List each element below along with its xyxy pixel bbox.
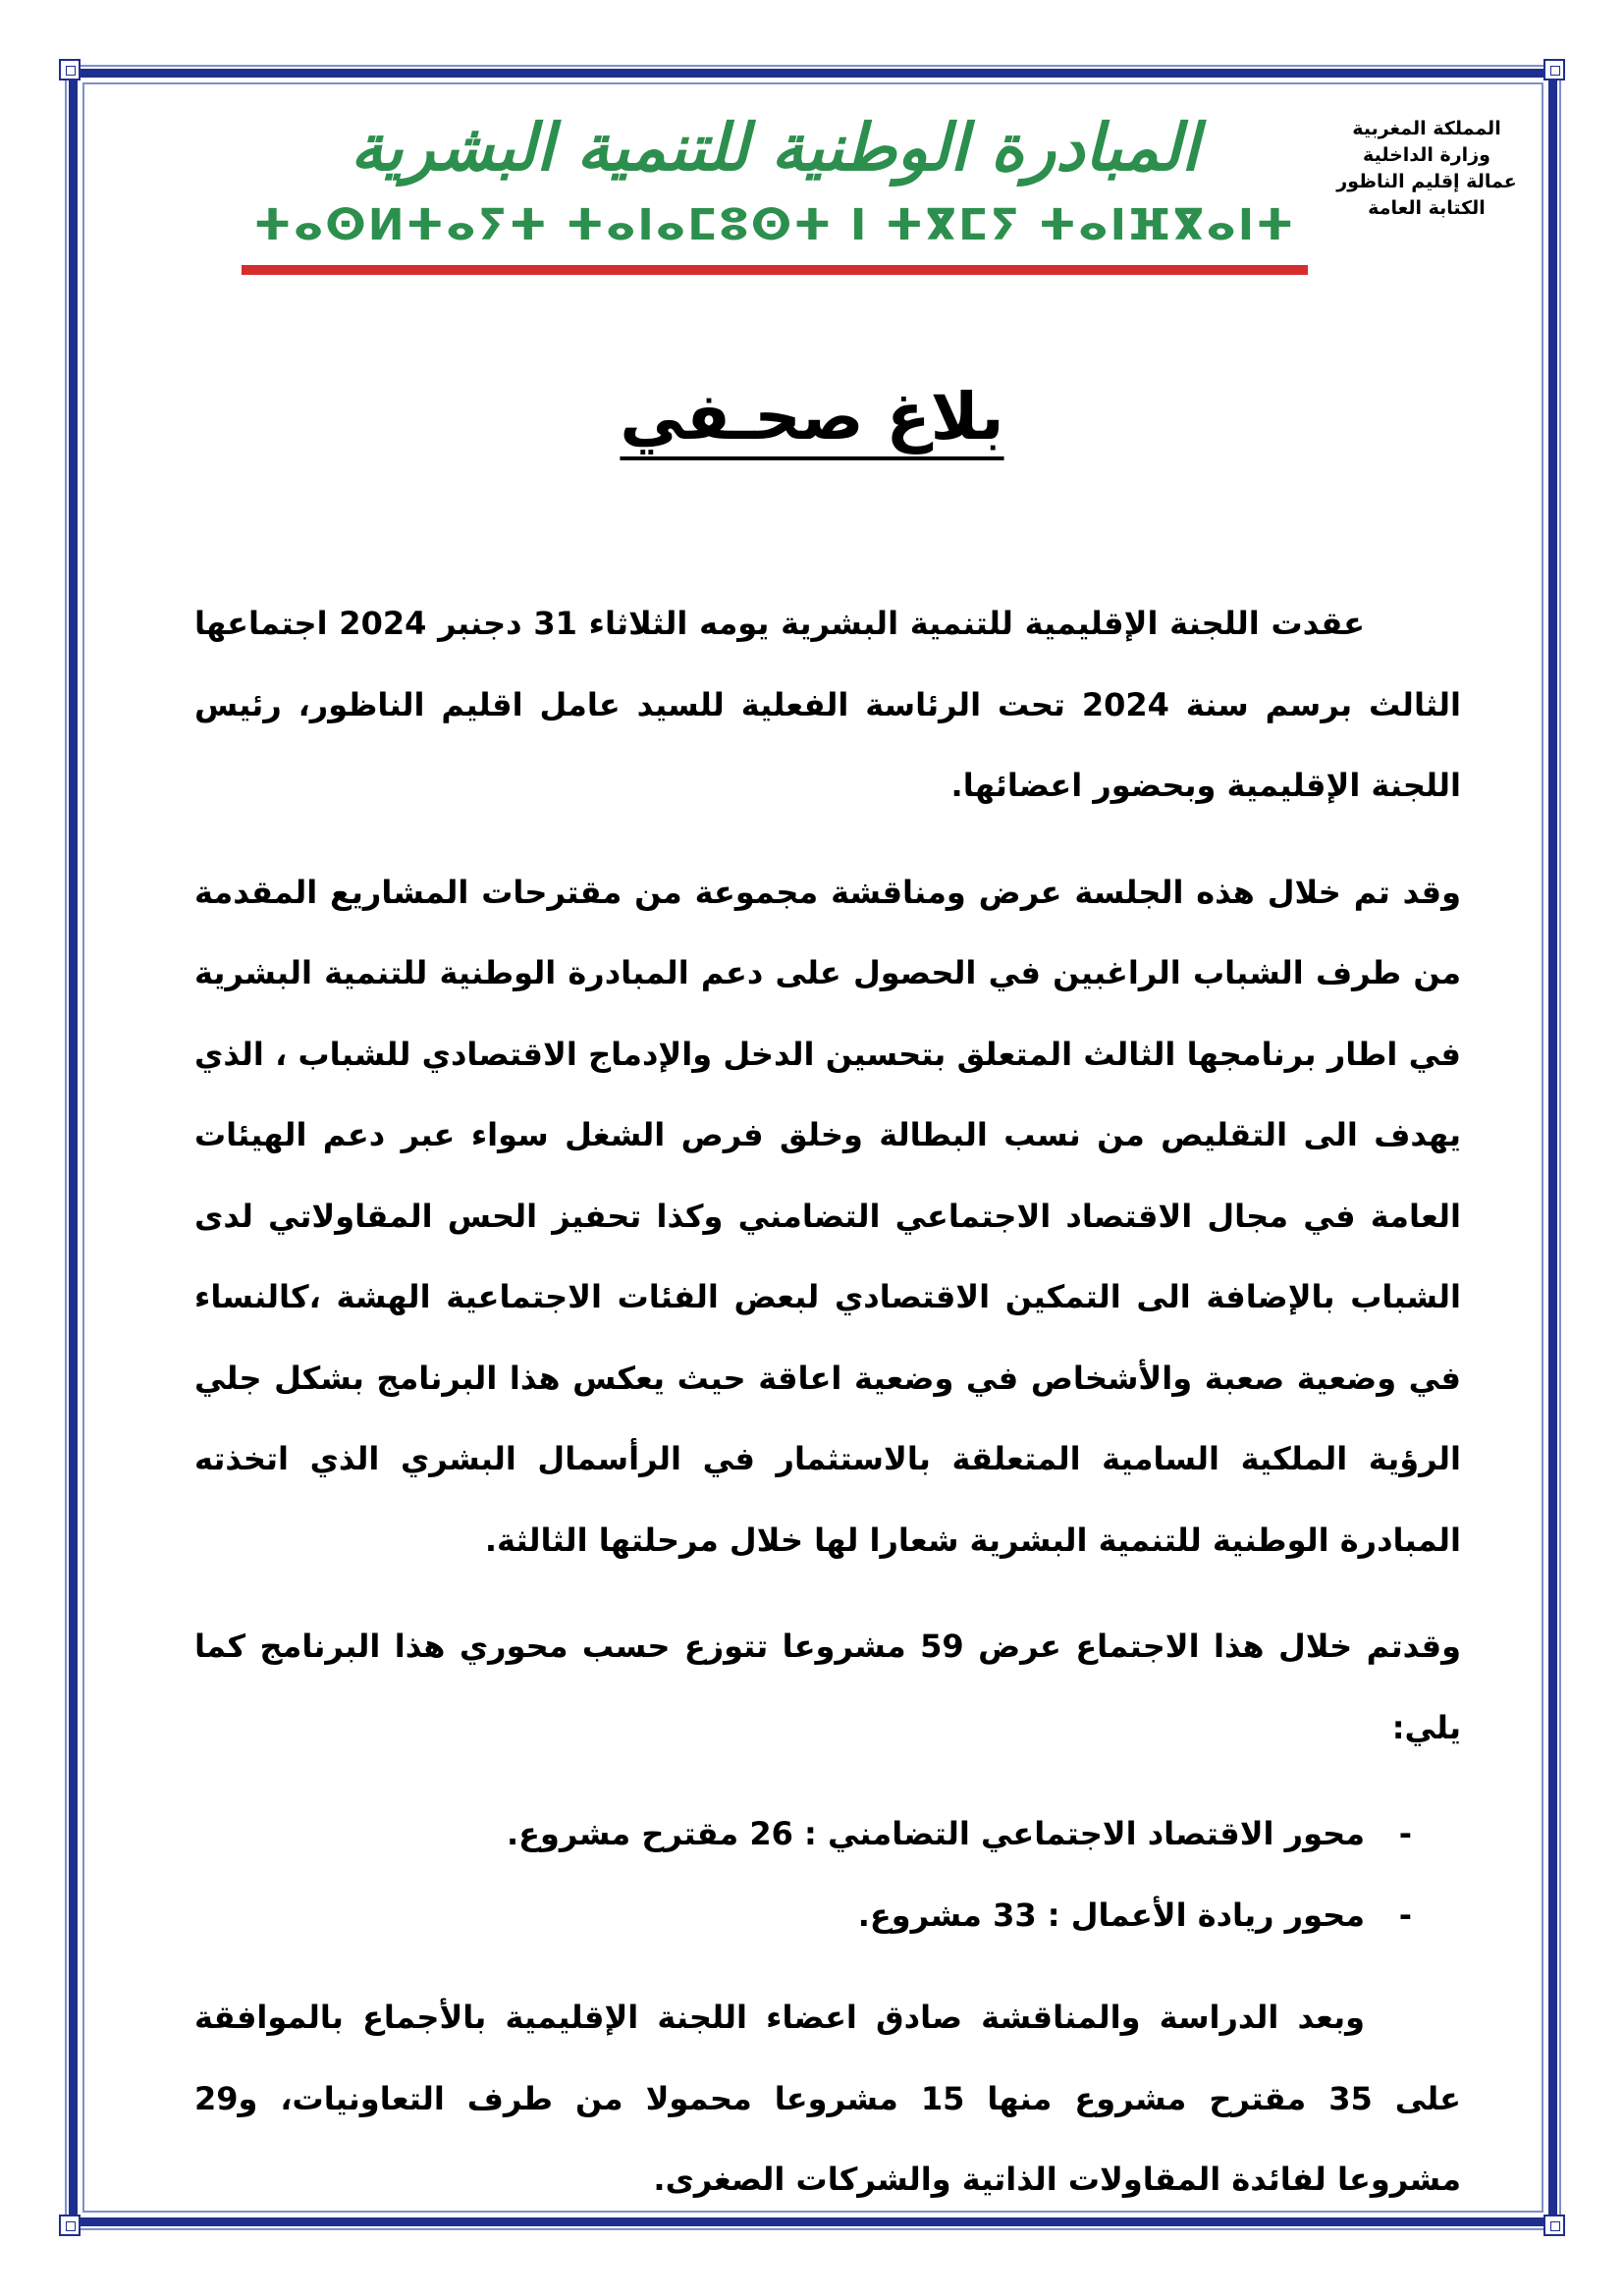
logo-red-bar [242,265,1308,275]
admin-line-secretariat: الكتابة العامة [1368,197,1486,219]
paragraph-program: وقد تم خلال هذه الجلسة عرض ومناقشة مجموعة من مقترحات المشاريع المقدمة من طرف الشباب الراغبين في الحصول على دعم المبادرة الوطنية للتنمية البشرية في اطار برنامجها الثالث المتعلق بتحسين الدخل والإدماج الاقتصادي للشباب ، الذي يهدف الى التقليص من نسب البطالة وخلق فرص الشغل سواء عبر دعم الهيئات العامة في مجال الاقتصاد الاجتماعي التضامني وكذا تحفيز الحس المقاولاتي لدى الشباب بالإضافة الى التمكين الاقتصادي لبعض الفئات الاجتماعية الهشة ،كالنساء في وضعية صعبة والأشخاص في وضعية اعاقة حيث يعكس هذا البرنامج بشكل جلي الرؤية الملكية السامية المتعلقة بالاستثمار في الرأسمال البشري الذي اتخذته المبادرة الوطنية للتنمية البشرية شعارا لها خلال مرحلتها الثالثة. [194,873,1461,1559]
admin-header [1324,116,1530,222]
border-corner-top-right [1543,59,1565,80]
bullet-dash: - [1398,1815,1412,1852]
paragraph-approval: وبعد الدراسة والمناقشة صادق اعضاء اللجنة الإقليمية بالأجماع بالموافقة على 35 مقترح مشروع منها 15 مشروعا محمولا من طرف التعاونيات، و29 مشروعا لفائدة المقاولات الذاتية والشركات الصغرى. [194,1999,1462,2198]
list-item-text: محور الاقتصاد الاجتماعي التضامني : 26 مقترح مشروع. [507,1815,1365,1852]
indh-logo [242,106,1308,281]
bullet-dash: - [1398,1896,1412,1934]
admin-line-province: عمالة إقليم الناظور [1336,171,1517,192]
page-title [0,373,1624,461]
border-corner-bottom-right [1543,2215,1565,2236]
list-item [194,1793,1412,1875]
admin-line-ministry: وزارة الداخلية [1363,144,1490,166]
logo-arabic-text: المبادرة الوطنية للتنمية البشرية [350,109,1200,186]
paragraph-projects-intro: وقدتم خلال هذا الاجتماع عرض 59 مشروعا تتوزع حسب محوري هذا البرنامج كما يلي: [194,1628,1462,1746]
admin-line-kingdom: المملكة المغربية [1352,118,1501,139]
border-corner-bottom-left [59,2215,81,2236]
axes-list [194,1793,1461,1955]
list-item-text: محور ريادة الأعمال : 33 مشروع. [857,1896,1365,1934]
paragraph-meeting: عقدت اللجنة الإقليمية للتنمية البشرية يومه الثلاثاء 31 دجنبر 2024 اجتماعها الثالث برسم سنة 2024 تحت الرئاسة الفعلية للسيد عامل اقليم الناظور، رئيس اللجنة الإقليمية وبحضور اعضائها. [194,605,1462,804]
press-release-body [194,583,1461,2246]
border-corner-top-left [59,59,81,80]
page-title-text: بلاغ صحـفي [620,379,1004,454]
logo-tifinagh-text: ⵜⴰⵙⵍⵜⴰⵢⵜ ⵜⴰⵏⴰⵎⵓⵙⵜ ⵏ ⵜⴳⵎⵢ ⵜⴰⵏⴼⴳⴰⵏⵜ [253,200,1296,250]
list-item [194,1875,1412,1956]
